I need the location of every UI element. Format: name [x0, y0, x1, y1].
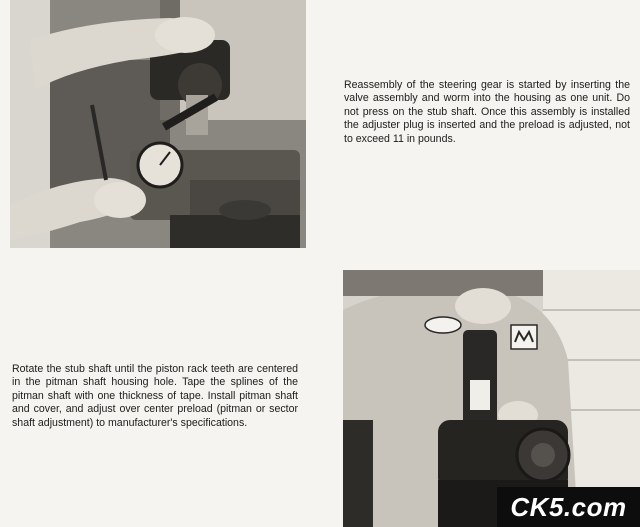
- photo-torque-wrench-on-steering-gear: [10, 0, 306, 248]
- watermark-logo: CK5.com: [497, 487, 640, 527]
- photo-torque-wrench-illustration: [10, 0, 306, 248]
- caption-reassembly: Reassembly of the steering gear is started by inserting the valve assembly and worm into the housing as one unit. Do not press on the stub shaft. Once this assembly is installed the adjuster plug is inserted and the preload is adjusted, not to exceed 11 in pounds.: [344, 79, 630, 145]
- caption-stub-shaft-rotation: Rotate the stub shaft until the piston rack teeth are centered in the pitman shaft housing hole. Tape the splines of the pitman shaft with one thickness of tape. Install pitman shaft and cover, and adjust over center preload (pitman or sector shaft adjustment) to manufacturer's specifications.: [12, 363, 298, 429]
